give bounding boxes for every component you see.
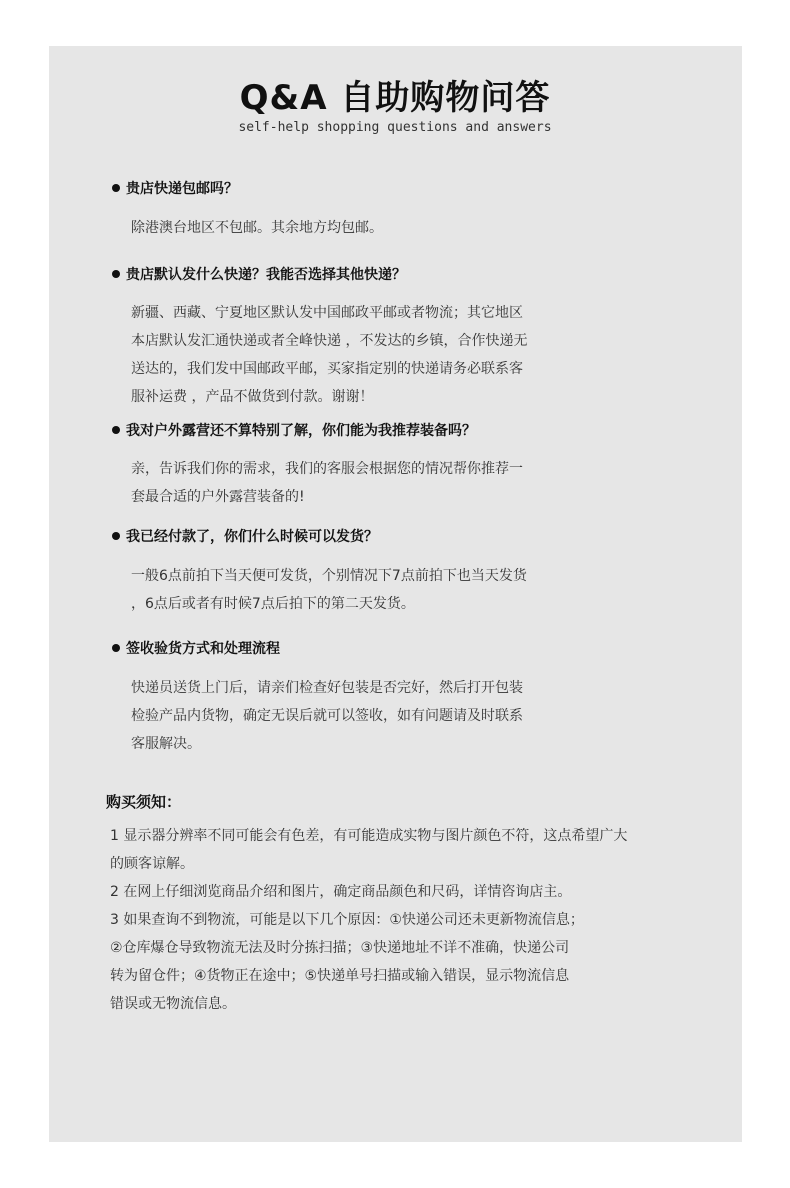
answer-line: 除港澳台地区不包邮。其余地方均包邮。 [131,220,383,236]
answer-line: ，6点后或者有时候7点后拍下的第二天发货。 [131,596,415,612]
question-text: 我已经付款了，你们什么时候可以发货？ [126,529,378,545]
notice-line: 转为留仓件；④货物正在途中；⑤快递单号扫描或输入错误，显示物流信息 [110,968,570,984]
answer-2 [131,299,527,411]
answer-line: 送达的，我们发中国邮政平邮，买家指定别的快递请务必联系客 [131,361,523,377]
answer-line: 一般6点前拍下当天便可发货，个别情况下7点前拍下也当天发货 [131,568,527,584]
answer-line: 检验产品内货物，确定无误后就可以签收，如有问题请及时联系 [131,708,523,724]
notice-line: 错误或无物流信息。 [110,996,236,1012]
answer-line: 亲，告诉我们你的需求，我们的客服会根据您的情况帮你推荐一 [131,461,523,477]
notice-line: ②仓库爆仓导致物流无法及时分拣扫描；③快递地址不详不准确，快递公司 [110,940,570,956]
notice-line: 2 在网上仔细浏览商品介绍和图片，确定商品颜色和尺码，详情咨询店主。 [110,884,572,900]
question-1 [112,178,238,200]
bullet-icon [112,644,120,652]
answer-line: 快递员送货上门后，请亲们检查好包装是否完好，然后打开包装 [131,680,523,696]
question-3 [112,420,476,442]
answer-line: 本店默认发汇通快递或者全峰快递 ，不发达的乡镇，合作快递无 [131,333,528,349]
notice-line: 的顾客谅解。 [110,856,194,872]
answer-line: 套最合适的户外露营装备的! [131,489,305,505]
notice-title: 购买须知： [106,793,182,811]
notice-list [110,822,627,1018]
bullet-icon [112,532,120,540]
question-text: 贵店快递包邮吗？ [126,181,238,197]
answer-1 [131,214,383,242]
answer-line: 客服解决。 [131,736,201,752]
answer-line: 新疆、西藏、宁夏地区默认发中国邮政平邮或者物流；其它地区 [131,305,523,321]
question-text: 我对户外露营还不算特别了解，你们能为我推荐装备吗？ [126,423,476,439]
page-title: Q&A 自助购物问答 [239,78,551,118]
question-text: 签收验货方式和处理流程 [126,641,280,657]
bullet-icon [112,184,120,192]
notice-line: 3 如果查询不到物流，可能是以下几个原因：①快递公司还未更新物流信息； [110,912,584,928]
question-4 [112,526,378,548]
answer-3 [131,455,523,511]
question-5 [112,638,280,660]
question-2 [112,264,406,286]
answer-line: 服补运费 ，产品不做货到付款。谢谢！ [131,389,374,405]
page-subtitle: self-help shopping questions and answers [238,120,552,135]
answer-4 [131,562,527,618]
question-text: 贵店默认发什么快递？我能否选择其他快递？ [126,267,406,283]
bullet-icon [112,270,120,278]
answer-5 [131,674,523,758]
bullet-icon [112,426,120,434]
notice-line: 1 显示器分辨率不同可能会有色差，有可能造成实物与图片颜色不符，这点希望广大 [110,828,628,844]
